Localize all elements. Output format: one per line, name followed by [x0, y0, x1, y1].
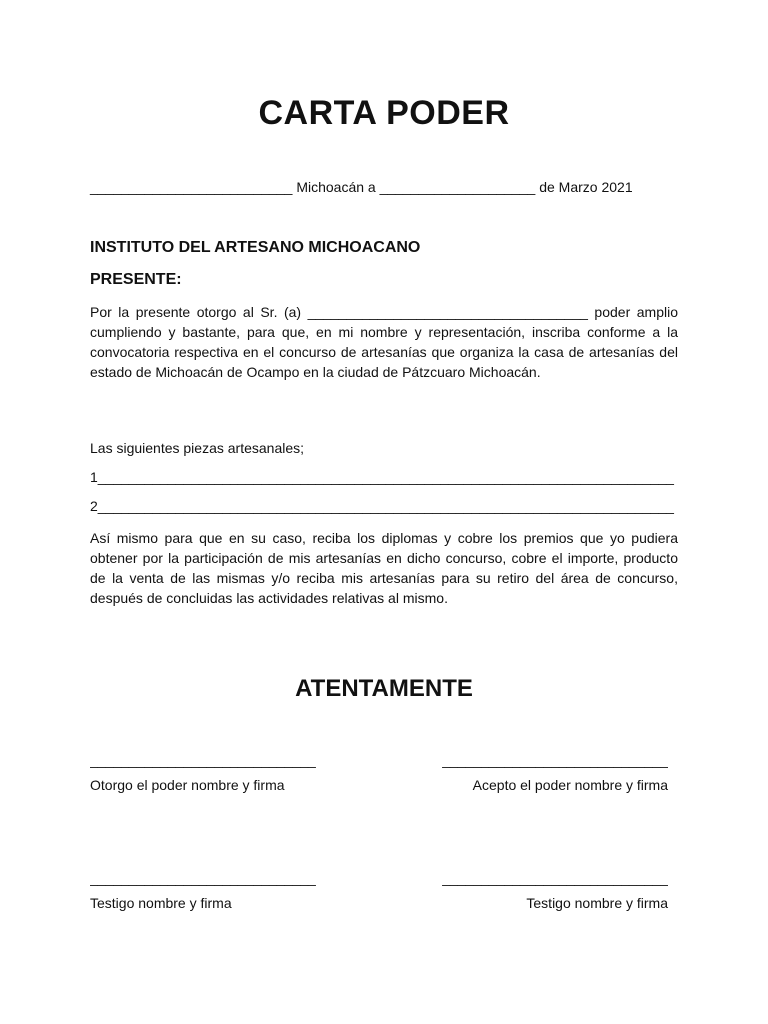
addressee: INSTITUTO DEL ARTESANO MICHOACANO — [90, 239, 421, 256]
witness-right-signature-line: _____________________________ — [442, 870, 668, 886]
piece-line-1: 1__________________________________________________________________________ — [90, 469, 674, 485]
salutation: PRESENTE: — [90, 271, 182, 288]
witness-right-signature-label: Testigo nombre y firma — [526, 895, 668, 911]
acceptor-signature-line: _____________________________ — [442, 752, 668, 768]
place-date-line: __________________________ Michoacán a ____________________ de Marzo 2021 — [90, 179, 633, 195]
grantor-signature-line: _____________________________ — [90, 752, 316, 768]
grantor-signature-label: Otorgo el poder nombre y firma — [90, 777, 285, 793]
acceptor-signature-label: Acepto el poder nombre y firma — [472, 777, 668, 793]
witness-left-signature-label: Testigo nombre y firma — [90, 895, 232, 911]
document-title: CARTA PODER — [258, 94, 510, 132]
witness-left-signature-line: _____________________________ — [90, 870, 316, 886]
closing: ATENTAMENTE — [295, 675, 473, 702]
grant-paragraph: Por la presente otorgo al Sr. (a) ____________________________________ poder amplio cumpliendo y bastante, para que, en mi nombre y representación, inscriba conforme a la convocatoria respectiva en el concurso de artesanías que organiza la casa de artesanías del estado de Michoacán de Ocampo en la ciudad de Pátzcuaro Michoacán. — [90, 304, 678, 380]
piece-line-2: 2__________________________________________________________________________ — [90, 498, 674, 514]
pieces-intro: Las siguientes piezas artesanales; — [90, 440, 305, 456]
authorization-paragraph: Así mismo para que en su caso, reciba los diplomas y cobre los premios que yo pudiera obtener por la participación de mis artesanías en dicho concurso, cobre el importe, producto de la venta de las mismas y/o reciba mis artesanías para su retiro del área de concurso, después de concluidas las actividades relativas al mismo. — [90, 530, 678, 606]
